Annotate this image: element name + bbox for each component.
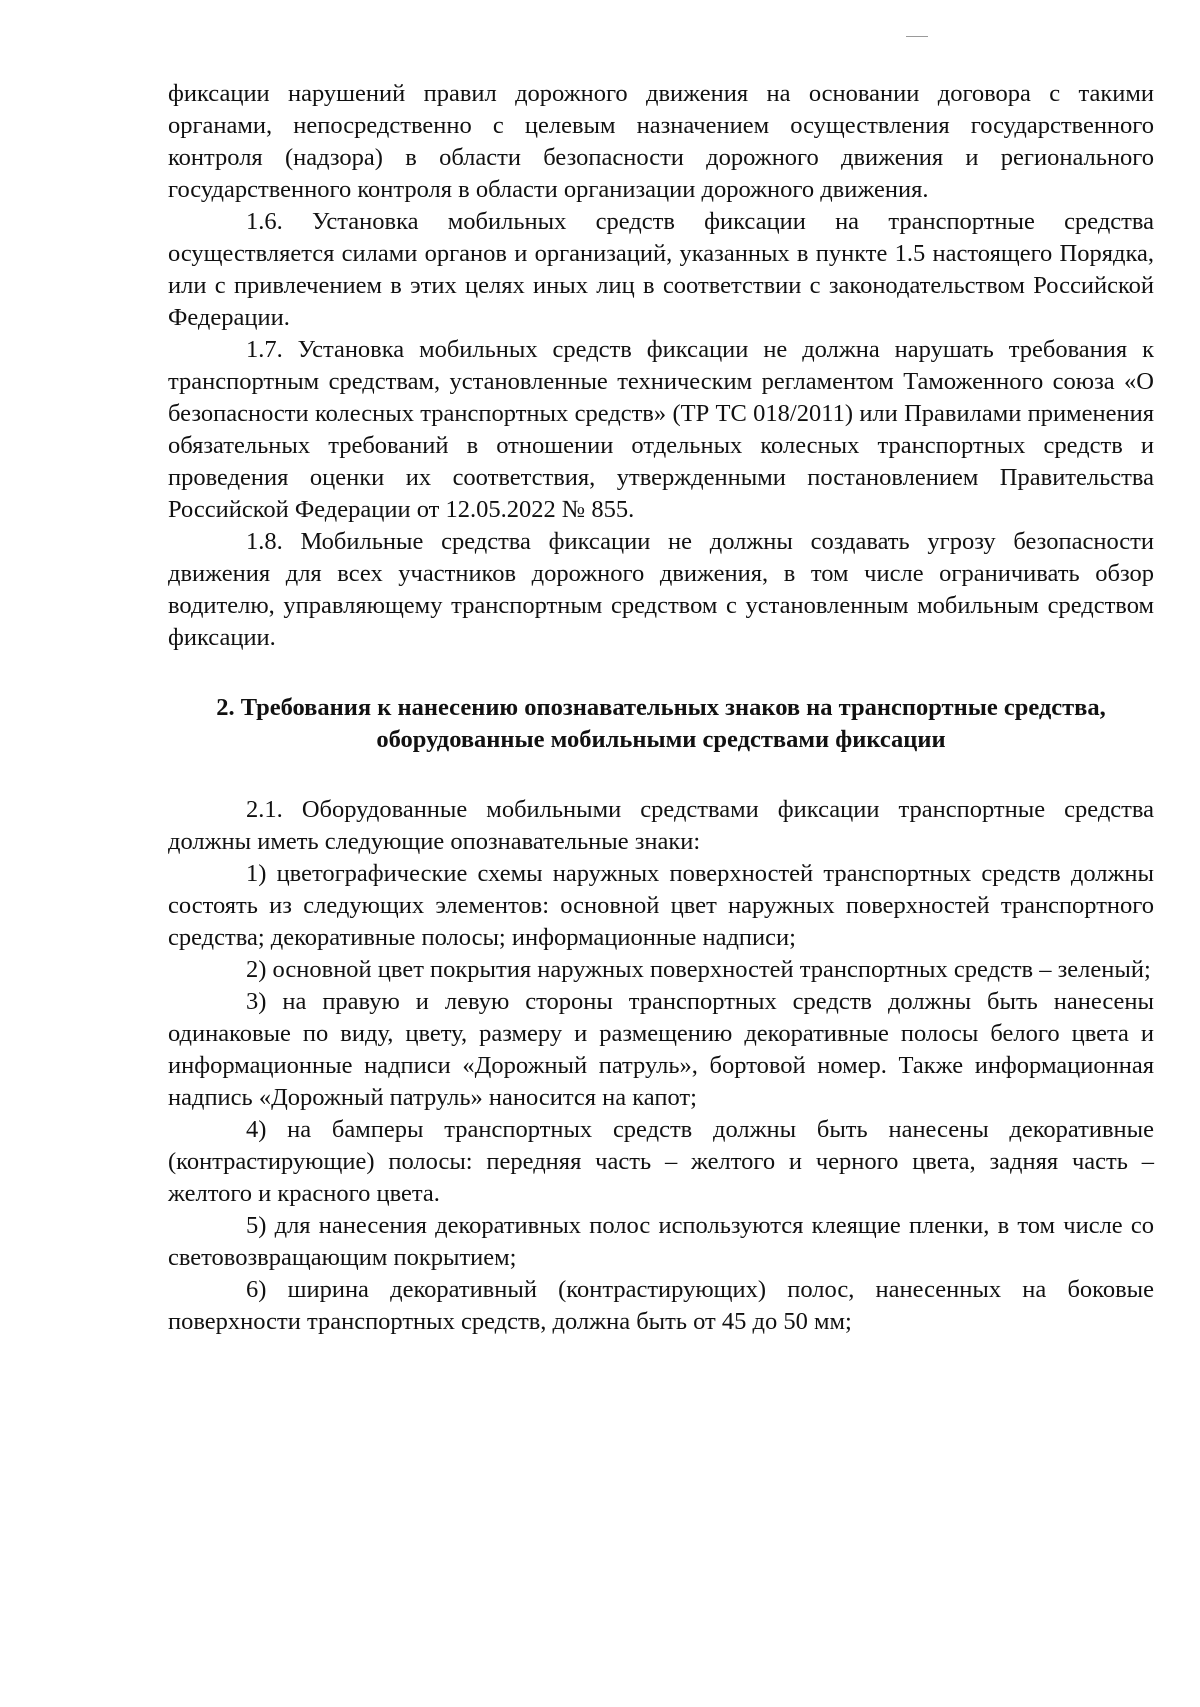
- paragraph-1-7: 1.7. Установка мобильных средств фиксации не должна нарушать требования к транспортным средствам, установленные техническим регламентом Таможенного союза «О безопасности колесных транспортных средств» (ТР ТС 018/2011) или Правилами применения обязательных требований в отношении отдельных колесных транспортных средств и проведения оценки их соответствия, утвержденными постановлением Правительства Российской Федерации от 12.05.2022 № 855.: [168, 336, 1154, 523]
- list-item-5: 5) для нанесения декоративных полос используются клеящие пленки, в том числе со световозвращающим покрытием;: [168, 1212, 1154, 1271]
- section-2-heading: 2. Требования к нанесению опознавательных знаков на транспортные средства, оборудованные мобильными средствами фиксации: [216, 694, 1106, 753]
- list-item-1: 1) цветографические схемы наружных поверхностей транспортных средств должны состоять из следующих элементов: основной цвет наружных поверхностей транспортного средства; декоративные полосы; информационные надписи;: [168, 860, 1154, 951]
- paragraph-1-6: 1.6. Установка мобильных средств фиксации на транспортные средства осуществляется силами органов и организаций, указанных в пункте 1.5 настоящего Порядка, или с привлечением в этих целях иных лиц в соответствии с законодательством Российской Федерации.: [168, 208, 1154, 331]
- paragraph-2-1: 2.1. Оборудованные мобильными средствами фиксации транспортные средства должны иметь следующие опознавательные знаки:: [168, 796, 1154, 855]
- list-item-3: 3) на правую и левую стороны транспортных средств должны быть нанесены одинаковые по виду, цвету, размеру и размещению декоративные полосы белого цвета и информационные надписи «Дорожный патруль», бортовой номер. Также информационная надпись «Дорожный патруль» наносится на капот;: [168, 988, 1154, 1111]
- list-item-2: 2) основной цвет покрытия наружных поверхностей транспортных средств – зеленый;: [246, 956, 1151, 983]
- paragraph-1-8: 1.8. Мобильные средства фиксации не должны создавать угрозу безопасности движения для всех участников дорожного движения, в том числе ограничивать обзор водителю, управляющему транспортным средством с установленным мобильным средством фиксации.: [168, 528, 1154, 651]
- paragraph-continuation: фиксации нарушений правил дорожного движения на основании договора с такими органами, непосредственно с целевым назначением осуществления государственного контроля (надзора) в области безопасности дорожного движения и регионального государственного контроля в области организации дорожного движения.: [168, 80, 1154, 203]
- scan-artifact: [906, 36, 928, 37]
- list-item-6: 6) ширина декоративный (контрастирующих) полос, нанесенных на боковые поверхности транспортных средств, должна быть от 45 до 50 мм;: [168, 1276, 1154, 1335]
- document-body: [168, 78, 1154, 1338]
- section-2-body: [168, 794, 1154, 1338]
- list-item-4: 4) на бамперы транспортных средств должны быть нанесены декоративные (контрастирующие) полосы: передняя часть – желтого и черного цвета, задняя часть – желтого и красного цвета.: [168, 1116, 1154, 1207]
